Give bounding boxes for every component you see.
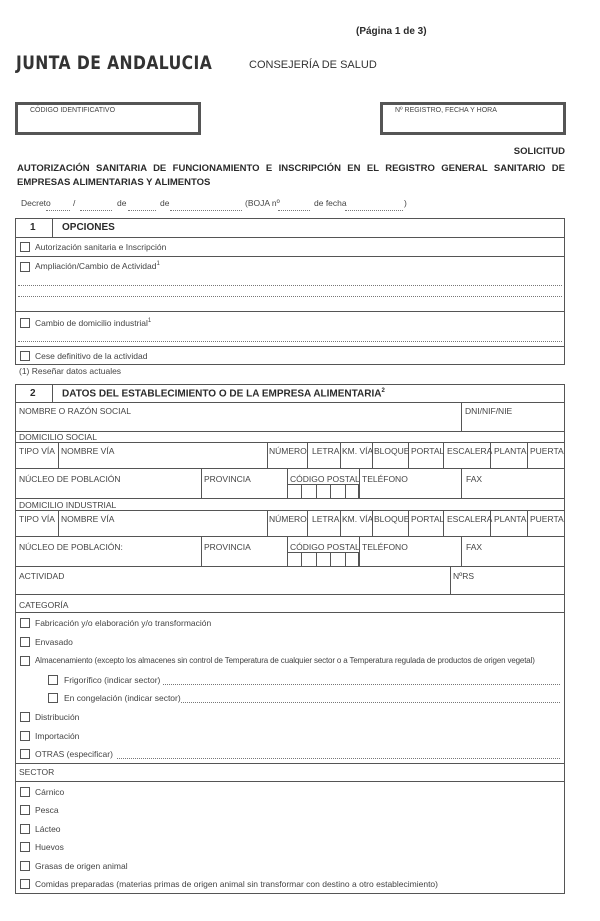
codigo-identificativo-label: CÓDIGO IDENTIFICATIVO [30, 107, 116, 114]
addr1-km-via: KM. VÍA [342, 446, 374, 456]
opt-autorizacion-checkbox[interactable] [20, 242, 30, 252]
ampliacion-detail-line-2[interactable] [18, 296, 562, 297]
frigorifico-sector-field[interactable] [163, 684, 560, 685]
actividad-label: ACTIVIDAD [19, 571, 65, 581]
decreto-de2: de [160, 198, 170, 208]
sec-carnico-checkbox[interactable] [20, 787, 30, 797]
provincia2-label: PROVINCIA [204, 542, 251, 552]
addr1-tipo-via: TIPO VÍA [19, 446, 55, 456]
cat-distribucion-checkbox[interactable] [20, 712, 30, 722]
opt-ampliacion-checkbox[interactable] [20, 262, 30, 272]
sec-comidas-label: Comidas preparadas (materias primas de origen animal sin transformar con destino a otro establecimiento) [35, 879, 438, 889]
cat-envasado-label: Envasado [35, 637, 73, 647]
sec-huevos-label: Huevos [35, 842, 64, 852]
addr2-puerta: PUERTA [530, 514, 564, 524]
decreto-slash: / [73, 198, 76, 208]
nombre-razon-label: NOMBRE O RAZÓN SOCIAL [19, 406, 131, 416]
addr2-nombre-via: NOMBRE VÍA [61, 514, 115, 524]
sec-lacteo-label: Lácteo [35, 824, 61, 834]
cat-importacion-checkbox[interactable] [20, 731, 30, 741]
sec-carnico-label: Cárnico [35, 787, 65, 797]
addr2-numero: NÚMERO [269, 514, 307, 524]
solicitud-label: SOLICITUD [513, 146, 565, 157]
junta-logo-text: JUNTA DE ANDALUCIA [16, 52, 213, 74]
codigo-postal1-input[interactable] [287, 484, 359, 498]
section1-number: 1 [30, 222, 36, 233]
telefono1-label: TELÉFONO [362, 474, 408, 484]
de-fecha-label: de fecha [314, 198, 347, 208]
opt-ampliacion-label: Ampliación/Cambio de Actividad$^1$ [35, 261, 160, 271]
addr1-bloque: BLOQUE [374, 446, 410, 456]
addr1-portal: PORTAL [411, 446, 445, 456]
sec-comidas-checkbox[interactable] [20, 879, 30, 889]
sec-grasas-label: Grasas de origen animal [35, 861, 128, 871]
cat-otras-checkbox[interactable] [20, 749, 30, 759]
addr1-numero: NÚMERO [269, 446, 307, 456]
opt-autorizacion-label: Autorización sanitaria e Inscripción [35, 242, 167, 252]
sector-label: SECTOR [19, 767, 55, 777]
registro-box[interactable] [380, 102, 566, 135]
cat-fabricacion-label: Fabricación y/o elaboración y/o transformación [35, 618, 212, 628]
section2-number: 2 [30, 388, 36, 399]
addr2-km-via: KM. VÍA [342, 514, 374, 524]
cat-frigorifico-label: Frigorífico (indicar sector) [64, 675, 161, 685]
dni-input[interactable] [463, 417, 563, 430]
addr2-tipo-via: TIPO VÍA [19, 514, 55, 524]
decreto-close: ) [404, 198, 407, 208]
boja-date-field[interactable] [345, 210, 403, 211]
boja-label: (BOJA nº [245, 198, 280, 208]
provincia1-label: PROVINCIA [204, 474, 251, 484]
codigo-postal1-label: CÓDIGO POSTAL [290, 474, 360, 484]
fax2-label: FAX [466, 542, 483, 552]
cat-fabricacion-checkbox[interactable] [20, 618, 30, 628]
decreto-month-field[interactable] [170, 210, 242, 211]
opt-cambio-domicilio-checkbox[interactable] [20, 318, 30, 328]
nucleo2-label: NÚCLEO DE POBLACIÓN: [19, 542, 123, 552]
section1-box [15, 218, 565, 365]
page-indicator: (Página 1 de 3) [356, 26, 427, 37]
categoria-label: CATEGORÍA [19, 600, 69, 610]
codigo-identificativo-box[interactable] [15, 102, 201, 135]
sec-pesca-label: Pesca [35, 805, 59, 815]
domicilio-industrial-label: DOMICILIO INDUSTRIAL [19, 500, 117, 510]
cat-almacenamiento-label: Almacenamiento (excepto los almacenes sin control de Temperatura de cualquier sector o a Temperatura regulada de productos de origen vegetal) [35, 656, 535, 665]
fax1-label: FAX [466, 474, 483, 484]
nrs-label: NºRS [453, 571, 475, 581]
sec-lacteo-checkbox[interactable] [20, 824, 30, 834]
actividad-input[interactable] [17, 581, 447, 593]
cat-congelacion-label: En congelación (indicar sector) [64, 693, 181, 703]
registro-label: Nº REGISTRO, FECHA Y HORA [395, 107, 497, 114]
domicilio-social-label: DOMICILIO SOCIAL [19, 432, 97, 442]
addr1-puerta: PUERTA [530, 446, 564, 456]
nombre-razon-input[interactable] [17, 417, 459, 430]
cat-otras-label: OTRAS (especificar) [35, 749, 113, 759]
cat-congelacion-checkbox[interactable] [48, 693, 58, 703]
addr1-nombre-via: NOMBRE VÍA [61, 446, 115, 456]
cat-distribucion-label: Distribución [35, 712, 80, 722]
congelacion-sector-field[interactable] [181, 702, 560, 703]
sec-huevos-checkbox[interactable] [20, 842, 30, 852]
sec-pesca-checkbox[interactable] [20, 805, 30, 815]
addr2-planta: PLANTA [494, 514, 527, 524]
opt-cese-label: Cese definitivo de la actividad [35, 351, 148, 361]
form-title: AUTORIZACIÓN SANITARIA DE FUNCIONAMIENTO E INSCRIPCIÓN EN EL REGISTRO GENERAL SANITARIO DE EMPRESAS ALIMENTARIAS Y ALIMENTOS [17, 163, 565, 188]
ampliacion-detail-line-1[interactable] [18, 285, 562, 286]
decreto-number-field[interactable] [46, 210, 70, 211]
boja-number-field[interactable] [278, 210, 310, 211]
addr2-letra: LETRA [312, 514, 340, 524]
codigo-postal2-input[interactable] [287, 552, 359, 566]
addr1-letra: LETRA [312, 446, 340, 456]
otras-specify-field[interactable] [117, 758, 560, 759]
decreto-label: Decreto [21, 198, 51, 208]
nucleo1-label: NÚCLEO DE POBLACIÓN [19, 474, 121, 484]
decreto-de1: de [117, 198, 127, 208]
dni-label: DNI/NIF/NIE [465, 406, 513, 416]
cat-almacenamiento-checkbox[interactable] [20, 656, 30, 666]
department-name: CONSEJERÍA DE SALUD [249, 59, 377, 71]
addr1-escalera: ESCALERA [447, 446, 493, 456]
cambio-domicilio-detail-line[interactable] [18, 341, 562, 342]
codigo-postal2-label: CÓDIGO POSTAL [290, 542, 360, 552]
addr2-escalera: ESCALERA [447, 514, 493, 524]
addr2-bloque: BLOQUE [374, 514, 410, 524]
decreto-year-field[interactable] [80, 210, 112, 211]
addr2-portal: PORTAL [411, 514, 445, 524]
decreto-day-field[interactable] [128, 210, 156, 211]
opt-cambio-domicilio-label: Cambio de domicilio industrial$^1$ [35, 318, 152, 328]
section1-title: OPCIONES [62, 222, 115, 233]
section2-title: DATOS DEL ESTABLECIMIENTO O DE LA EMPRESA ALIMENTARIA$^2$ [62, 388, 385, 400]
opt-cese-checkbox[interactable] [20, 351, 30, 361]
cat-frigorifico-checkbox[interactable] [48, 675, 58, 685]
cat-importacion-label: Importación [35, 731, 80, 741]
addr1-planta: PLANTA [494, 446, 527, 456]
telefono2-label: TELÉFONO [362, 542, 408, 552]
sec-grasas-checkbox[interactable] [20, 861, 30, 871]
section1-footnote: (1) Reseñar datos actuales [19, 366, 122, 376]
nrs-input[interactable] [452, 581, 562, 593]
section2-box [15, 384, 565, 894]
cat-envasado-checkbox[interactable] [20, 637, 30, 647]
